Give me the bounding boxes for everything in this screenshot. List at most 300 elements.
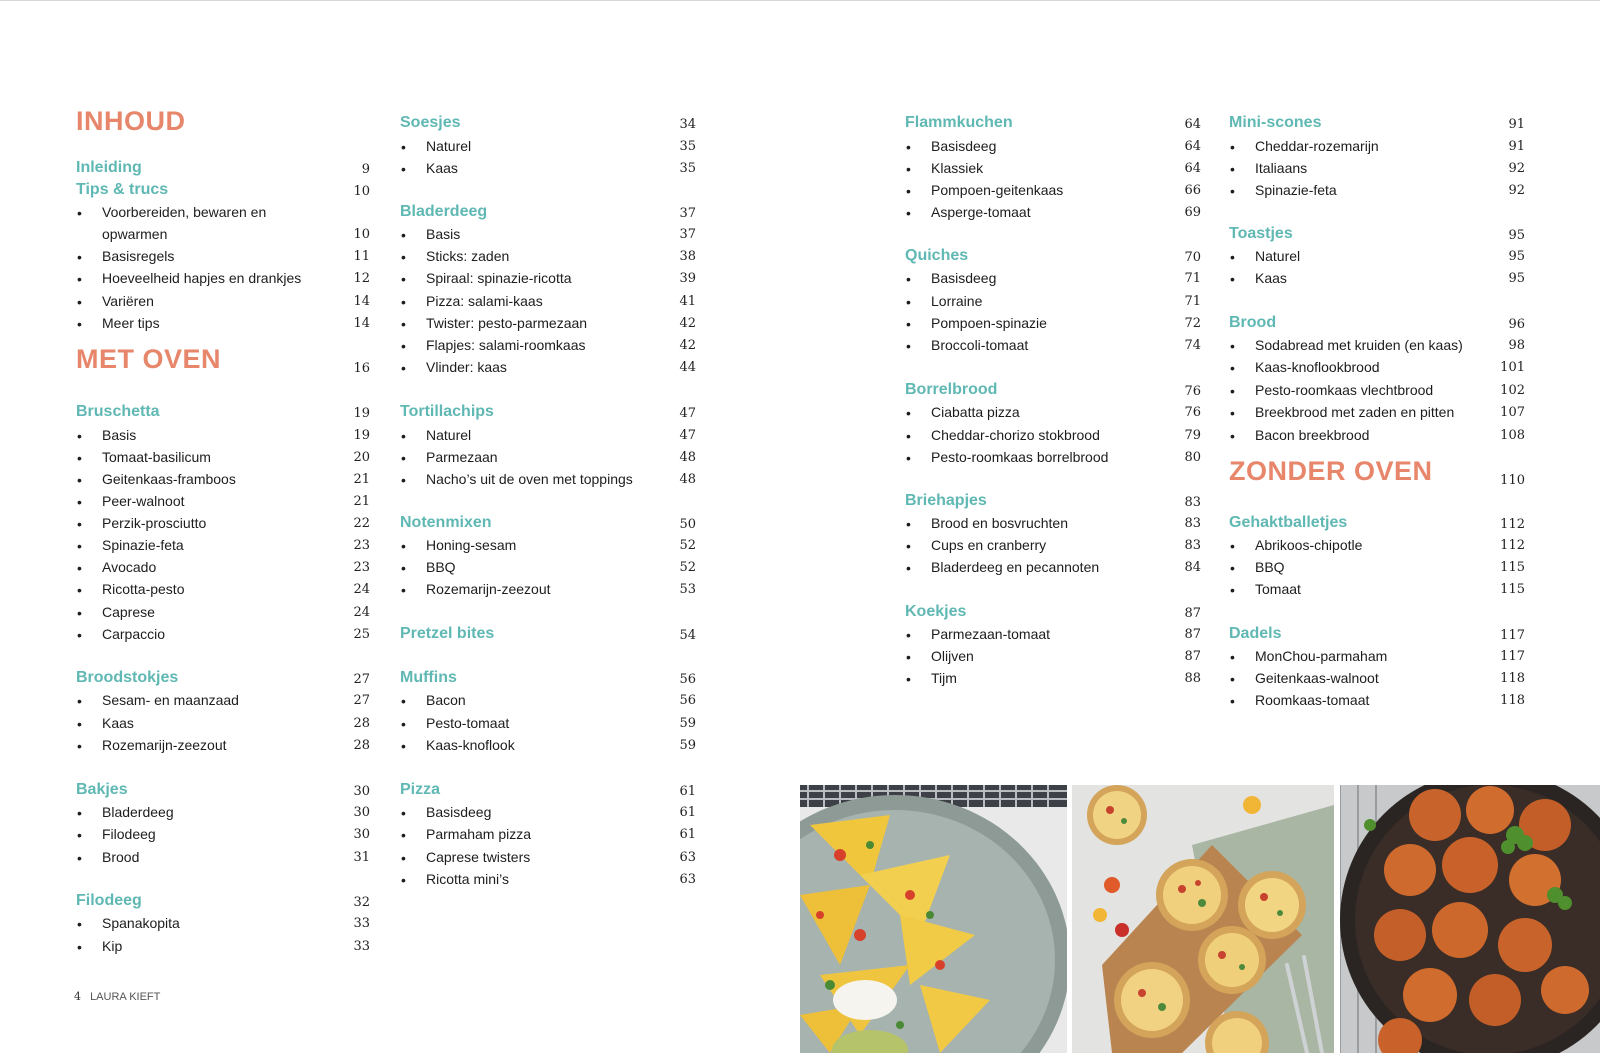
page-number: 91	[1508, 117, 1525, 132]
entry-title: Meer tips	[102, 315, 160, 331]
entry-title: Hoeveelheid hapjes en drankjes	[102, 270, 302, 286]
bullet-icon: •	[401, 428, 406, 444]
entry-title: Variëren	[102, 293, 154, 309]
entry-title: Rozemarijn-zeezout	[102, 737, 227, 753]
entry-title: Toastjes	[1229, 225, 1293, 242]
bullet-icon: •	[401, 738, 406, 754]
toc-subitem	[76, 603, 370, 625]
page-number: 32	[353, 895, 370, 910]
toc-subitem	[400, 825, 696, 847]
page-number: 64	[1184, 117, 1201, 132]
page-number: 95	[1508, 271, 1525, 286]
toc-subitem	[905, 448, 1201, 470]
toc-subitem	[76, 426, 370, 448]
page-number: 22	[353, 516, 370, 531]
entry-title: Flapjes: salami-roomkaas	[426, 337, 586, 353]
entry-title: Filodeeg	[76, 892, 142, 909]
toc-entry-koekjes	[905, 603, 1201, 625]
entry-title: Parmaham pizza	[426, 826, 532, 842]
page-number: 4	[74, 990, 81, 1003]
page-number: 25	[353, 627, 370, 642]
entry-title: Parmezaan	[426, 449, 498, 465]
entry-title: Pizza: salami-kaas	[426, 293, 543, 309]
toc-entry-bladerdeeg	[400, 203, 696, 225]
toc-subitem	[1229, 403, 1525, 425]
bullet-icon: •	[906, 405, 911, 421]
bullet-icon: •	[401, 560, 406, 576]
page-number: 23	[353, 560, 370, 575]
toc-subitem	[905, 181, 1201, 203]
bullet-icon: •	[77, 472, 82, 488]
page-number: 10	[353, 227, 370, 242]
bullet-icon: •	[401, 139, 406, 155]
toc-entry-tips-trucs	[76, 181, 370, 203]
entry-title: Sodabread met kruiden (en kaas)	[1255, 337, 1463, 353]
entry-title: opwarmen	[102, 226, 168, 242]
entry-title: Basis	[426, 226, 461, 242]
page-number: 69	[1184, 205, 1201, 220]
bullet-icon: •	[906, 183, 911, 199]
bullet-icon: •	[401, 338, 406, 354]
toc-subitem	[400, 448, 696, 470]
entry-title: Pesto-roomkaas vlechtbrood	[1255, 382, 1434, 398]
bullet-icon: •	[906, 649, 911, 665]
entry-title: Kip	[102, 938, 123, 954]
toc-entry-flammkuchen	[905, 114, 1201, 136]
entry-title: Spanakopita	[102, 915, 180, 931]
entry-title: Parmezaan-tomaat	[931, 626, 1051, 642]
entry-title: Avocado	[102, 559, 157, 575]
toc-subitem	[76, 536, 370, 558]
toc-subitem	[400, 558, 696, 580]
toc-subitem	[1229, 536, 1525, 558]
entry-title: Vlinder: kaas	[426, 359, 507, 375]
entry-title: Naturel	[426, 427, 472, 443]
page-number: 59	[679, 738, 696, 753]
entry-title: Tortillachips	[400, 403, 494, 420]
nachos-photo	[800, 785, 1067, 1053]
toc-subitem	[76, 736, 370, 758]
bullet-icon: •	[77, 738, 82, 754]
entry-title: Asperge-tomaat	[931, 204, 1031, 220]
toc-subitem	[400, 536, 696, 558]
toc-entry-toastjes	[1229, 225, 1525, 247]
bullet-icon: •	[1230, 693, 1235, 709]
page-number: 47	[679, 428, 696, 443]
toc-subitem	[400, 292, 696, 314]
toc-subitem	[905, 137, 1201, 159]
bullet-icon: •	[77, 716, 82, 732]
toc-subitem	[1229, 159, 1525, 181]
page-number: 84	[1184, 560, 1201, 575]
entry-title: Broccoli-tomaat	[931, 337, 1029, 353]
toc-subitem	[76, 937, 370, 959]
nachos-illustration	[800, 785, 1067, 1053]
page-number: 118	[1500, 693, 1525, 708]
page-number: 33	[353, 916, 370, 931]
bullet-icon: •	[77, 516, 82, 532]
bullet-icon: •	[1230, 271, 1235, 287]
bullet-icon: •	[1230, 161, 1235, 177]
page-number: 37	[679, 227, 696, 242]
quiches-illustration	[1072, 785, 1334, 1053]
page-number: 83	[1184, 495, 1201, 510]
page-number: 98	[1508, 338, 1525, 353]
toc-entry-muffins	[400, 669, 696, 691]
toc-subitem	[1229, 358, 1525, 380]
toc-subitem	[76, 314, 370, 336]
page-number: 30	[353, 784, 370, 799]
bullet-icon: •	[401, 472, 406, 488]
toc-entry-notenmixen	[400, 514, 696, 536]
page-number: 83	[1184, 538, 1201, 553]
toc-entry-gehaktballetjes	[1229, 514, 1525, 536]
toc-subitem	[400, 269, 696, 291]
toc-entry-borrelbrood	[905, 381, 1201, 403]
bullet-icon: •	[906, 316, 911, 332]
page-number: 87	[1184, 627, 1201, 642]
entry-title: BBQ	[426, 559, 456, 575]
page-number: 14	[353, 294, 370, 309]
bullet-icon: •	[906, 450, 911, 466]
bullet-icon: •	[401, 294, 406, 310]
bullet-icon: •	[77, 627, 82, 643]
toc-subitem	[1229, 647, 1525, 669]
toc-subitem	[400, 848, 696, 870]
page-number: 71	[1184, 271, 1201, 286]
entry-title: Spinazie-feta	[1255, 182, 1337, 198]
page-number: 38	[679, 249, 696, 264]
page-number: 95	[1508, 249, 1525, 264]
entry-title: Kaas-knoflook	[426, 737, 515, 753]
bullet-icon: •	[401, 271, 406, 287]
bullet-icon: •	[401, 538, 406, 554]
entry-title: Roomkaas-tomaat	[1255, 692, 1370, 708]
bullet-icon: •	[77, 850, 82, 866]
page-number: 95	[1508, 228, 1525, 243]
entry-title: Rozemarijn-zeezout	[426, 581, 551, 597]
toc-subitem	[76, 203, 370, 225]
toc-entry-pizza	[400, 781, 696, 803]
toc-subitem	[1229, 580, 1525, 602]
page-number: 19	[353, 406, 370, 421]
page-number: 27	[353, 693, 370, 708]
bullet-icon: •	[77, 294, 82, 310]
section-heading-zonder-oven	[1229, 456, 1525, 492]
page-number: 61	[679, 805, 696, 820]
page-number: 37	[679, 206, 696, 221]
bullet-icon: •	[77, 538, 82, 554]
toc-subitem	[76, 714, 370, 736]
bullet-icon: •	[77, 271, 82, 287]
entry-title: Basisregels	[102, 248, 175, 264]
toc-subitem	[76, 492, 370, 514]
bullet-icon: •	[77, 582, 82, 598]
bullet-icon: •	[906, 627, 911, 643]
page-number: 56	[679, 672, 696, 687]
bullet-icon: •	[1230, 582, 1235, 598]
bullet-icon: •	[1230, 183, 1235, 199]
entry-title: Sesam- en maanzaad	[102, 692, 239, 708]
entry-title: Sticks: zaden	[426, 248, 510, 264]
entry-title: Filodeeg	[102, 826, 156, 842]
toc-subitem	[905, 336, 1201, 358]
toc-subitem	[400, 714, 696, 736]
page-number: 66	[1184, 183, 1201, 198]
toc-subitem	[76, 292, 370, 314]
toc-subitem	[76, 914, 370, 936]
bullet-icon: •	[906, 139, 911, 155]
entry-title: Breekbrood met zaden en pitten	[1255, 404, 1455, 420]
toc-subitem	[76, 825, 370, 847]
bullet-icon: •	[401, 249, 406, 265]
entry-title: Nacho’s uit de oven met toppings	[426, 471, 633, 487]
page-number: 117	[1500, 649, 1525, 664]
meatballs-photo	[1340, 785, 1600, 1053]
toc-subitem	[905, 669, 1201, 691]
page-number: 12	[353, 271, 370, 286]
bullet-icon: •	[77, 605, 82, 621]
entry-title: Spiraal: spinazie-ricotta	[426, 270, 572, 286]
page-number: 50	[679, 517, 696, 532]
entry-title: Bacon	[426, 692, 466, 708]
page-number: 21	[353, 472, 370, 487]
page-number: 108	[1500, 428, 1525, 443]
author-name: LAURA KIEFT	[90, 991, 161, 1003]
page-number: 19	[353, 428, 370, 443]
toc-subitem	[1229, 247, 1525, 269]
toc-entry-soesjes	[400, 114, 696, 136]
bullet-icon: •	[77, 249, 82, 265]
page-number: 30	[353, 805, 370, 820]
entry-title: Gehaktballetjes	[1229, 514, 1348, 531]
toc-subitem	[400, 137, 696, 159]
bullet-icon: •	[77, 939, 82, 955]
toc-subitem	[400, 159, 696, 181]
page-number: 16	[353, 361, 370, 376]
page-footer	[74, 990, 160, 1003]
toc-subitem	[400, 336, 696, 358]
page-number: 28	[353, 738, 370, 753]
bullet-icon: •	[77, 827, 82, 843]
bullet-icon: •	[77, 916, 82, 932]
entry-title: Flammkuchen	[905, 114, 1013, 131]
entry-title: Carpaccio	[102, 626, 166, 642]
bullet-icon: •	[1230, 338, 1235, 354]
entry-title: Bruschetta	[76, 403, 160, 420]
page-number: 63	[679, 872, 696, 887]
bullet-icon: •	[401, 850, 406, 866]
toc-subitem-continuation	[76, 225, 370, 247]
toc-entry-briehapjes	[905, 492, 1201, 514]
toc-subitem	[76, 269, 370, 291]
toc-entry-bruschetta	[76, 403, 370, 425]
entry-title: Cheddar-chorizo stokbrood	[931, 427, 1100, 443]
bullet-icon: •	[77, 560, 82, 576]
entry-title: Perzik-prosciutto	[102, 515, 207, 531]
page-number: 112	[1500, 538, 1525, 553]
entry-title: Ciabatta pizza	[931, 404, 1020, 420]
page-number: 54	[679, 628, 696, 643]
toc-subitem	[905, 558, 1201, 580]
bullet-icon: •	[401, 827, 406, 843]
heading-title: INHOUD	[76, 106, 186, 136]
entry-title: Muffins	[400, 669, 457, 686]
bullet-icon: •	[906, 294, 911, 310]
bullet-icon: •	[1230, 671, 1235, 687]
entry-title: Caprese	[102, 604, 155, 620]
bullet-icon: •	[1230, 428, 1235, 444]
toc-entry-bakjes	[76, 781, 370, 803]
entry-title: Twister: pesto-parmezaan	[426, 315, 588, 331]
page-number: 44	[679, 360, 696, 375]
toc-subitem	[400, 314, 696, 336]
entry-title: Bladerdeeg	[400, 203, 488, 220]
page-number: 96	[1508, 317, 1525, 332]
entry-title: Brood	[102, 849, 140, 865]
entry-title: Basisdeeg	[931, 138, 997, 154]
entry-title: Borrelbrood	[905, 381, 998, 398]
toc-subitem	[76, 448, 370, 470]
bullet-icon: •	[906, 271, 911, 287]
page-number: 52	[679, 538, 696, 553]
bullet-icon: •	[77, 494, 82, 510]
page-number: 92	[1508, 161, 1525, 176]
page-number: 59	[679, 716, 696, 731]
toc-subitem	[76, 625, 370, 647]
bullet-icon: •	[77, 316, 82, 332]
page-number: 39	[679, 271, 696, 286]
page-number: 35	[679, 161, 696, 176]
entry-title: Tijm	[931, 670, 957, 686]
toc-subitem	[400, 247, 696, 269]
bullet-icon: •	[401, 161, 406, 177]
entry-title: Briehapjes	[905, 492, 987, 509]
entry-title: Brood en bosvruchten	[931, 515, 1068, 531]
page-number: 61	[679, 827, 696, 842]
entry-title: Spinazie-feta	[102, 537, 184, 553]
page-number: 92	[1508, 183, 1525, 198]
entry-title: Ricotta mini’s	[426, 871, 509, 887]
entry-title: Tomaat	[1255, 581, 1301, 597]
bullet-icon: •	[401, 716, 406, 732]
toc-subitem	[400, 358, 696, 380]
toc-subitem	[76, 514, 370, 536]
page-number: 115	[1500, 582, 1525, 597]
page-number: 47	[679, 406, 696, 421]
entry-title: Voorbereiden, bewaren en	[102, 204, 267, 220]
entry-title: Klassiek	[931, 160, 984, 176]
entry-title: Mini-scones	[1229, 114, 1322, 131]
page-number: 63	[679, 850, 696, 865]
toc-subitem	[905, 203, 1201, 225]
page-number: 80	[1184, 450, 1201, 465]
page-number: 52	[679, 560, 696, 575]
bullet-icon: •	[1230, 139, 1235, 155]
page-number: 83	[1184, 516, 1201, 531]
page-number: 41	[679, 294, 696, 309]
toc-subitem	[1229, 558, 1525, 580]
toc-entry-mini-scones	[1229, 114, 1525, 136]
entry-title: Bacon breekbrood	[1255, 427, 1370, 443]
entry-title: Soesjes	[400, 114, 461, 131]
entry-title: Pesto-tomaat	[426, 715, 510, 731]
entry-title: Lorraine	[931, 293, 983, 309]
bullet-icon: •	[1230, 560, 1235, 576]
toc-entry-pretzel-bites	[400, 625, 696, 647]
page-number: 27	[353, 672, 370, 687]
toc-entry-broodstokjes	[76, 669, 370, 691]
entry-title: Pompoen-spinazie	[931, 315, 1047, 331]
page-number: 48	[679, 472, 696, 487]
entry-title: Koekjes	[905, 603, 967, 620]
entry-title: BBQ	[1255, 559, 1285, 575]
bullet-icon: •	[1230, 383, 1235, 399]
heading-title: ZONDER OVEN	[1229, 456, 1433, 486]
entry-title: MonChou-parmaham	[1255, 648, 1388, 664]
toc-subitem	[76, 848, 370, 870]
bullet-icon: •	[77, 693, 82, 709]
entry-title: Peer-walnoot	[102, 493, 185, 509]
toc-subitem	[400, 736, 696, 758]
entry-title: Cups en cranberry	[931, 537, 1047, 553]
toc-subitem	[400, 803, 696, 825]
entry-title: Pizza	[400, 781, 441, 798]
bullet-icon: •	[401, 360, 406, 376]
sour-cream	[833, 980, 897, 1020]
bullet-icon: •	[906, 560, 911, 576]
top-border	[0, 0, 1600, 1]
toc-subitem	[1229, 336, 1525, 358]
page-number: 87	[1184, 649, 1201, 664]
page-number: 76	[1184, 384, 1201, 399]
toc-subitem	[400, 691, 696, 713]
page-number: 112	[1500, 517, 1525, 532]
page-number: 74	[1184, 338, 1201, 353]
toc-subitem	[905, 514, 1201, 536]
entry-title: Geitenkaas-walnoot	[1255, 670, 1379, 686]
entry-title: Pretzel bites	[400, 625, 495, 642]
entry-title: Basisdeeg	[931, 270, 997, 286]
entry-title: Naturel	[426, 138, 472, 154]
page-number: 14	[353, 316, 370, 331]
toc-subitem	[76, 470, 370, 492]
page-number: 76	[1184, 405, 1201, 420]
page-number: 10	[353, 184, 370, 199]
page-number: 64	[1184, 139, 1201, 154]
toc-entry-dadels	[1229, 625, 1525, 647]
entry-title: Kaas	[102, 715, 134, 731]
toc-subitem	[1229, 691, 1525, 713]
entry-title: Honing-sesam	[426, 537, 517, 553]
page-number: 79	[1184, 428, 1201, 443]
section-heading-met-oven	[76, 344, 370, 380]
page-number: 115	[1500, 560, 1525, 575]
bullet-icon: •	[401, 316, 406, 332]
toc-subitem	[76, 691, 370, 713]
entry-title: Kaas-knoflookbrood	[1255, 359, 1380, 375]
toc-entry-quiches	[905, 247, 1201, 269]
toc-subitem	[76, 247, 370, 269]
entry-title: Bakjes	[76, 781, 128, 798]
bullet-icon: •	[401, 582, 406, 598]
page-number: 42	[679, 338, 696, 353]
entry-title: Bladerdeeg en pecannoten	[931, 559, 1100, 575]
page-number: 9	[361, 162, 370, 177]
toc-subitem	[905, 314, 1201, 336]
bullet-icon: •	[906, 538, 911, 554]
page-number: 42	[679, 316, 696, 331]
